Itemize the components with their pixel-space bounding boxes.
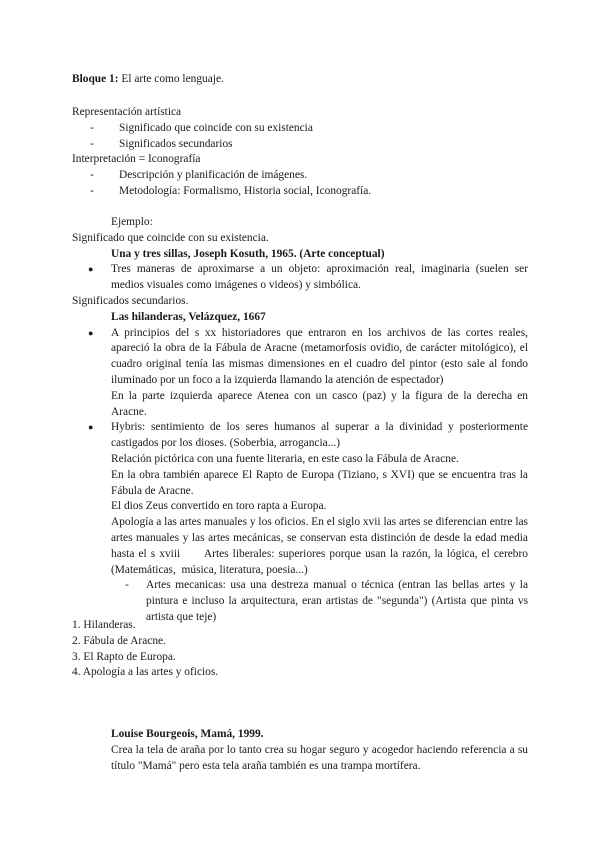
kosuth-title: Una y tres sillas, Joseph Kosuth, 1965. (Arte conceptual) [111, 247, 385, 260]
representation-item: - Significados secundarios [90, 137, 233, 150]
hybris-bullet: ● Hybris: sentimiento de los seres humanos al superar a la divinidad y posteriormente castigados por los dioses. (Soberbia, arrogancia...) [88, 421, 528, 450]
numbered-list [72, 618, 528, 681]
example-label: Ejemplo: [111, 216, 153, 228]
hilanderas-title: Las hilanderas, Velázquez, 1667 [111, 310, 266, 323]
hilanderas-paragraph: Relación pictórica con una fuente literaria, en este caso la Fábula de Aracne. [111, 452, 459, 465]
hilanderas-paragraph: En la obra también aparece El Rapto de Europa (Tiziano, s XVI) que se encuentra tras la Fábula de Aracne. [111, 468, 528, 497]
numbered-item: 1. Hilanderas. [72, 619, 136, 631]
numbered-item: 3. El Rapto de Europa. [72, 650, 176, 663]
hilanderas-paragraph: En la parte izquierda aparece Atenea con un casco (paz) y la figura de la derecha en Aracne. [111, 389, 528, 418]
secondary-meanings: Significados secundarios. [72, 294, 189, 307]
numbered-item: 2. Fábula de Aracne. [72, 634, 166, 647]
bourgeois-title: Louise Bourgeois, Mamá, 1999. [111, 728, 264, 740]
interpretation-heading: Interpretación = Iconografía [72, 153, 201, 166]
hilanderas-paragraph: El dios Zeus convertido en toro rapta a Europa. [111, 500, 327, 513]
meaning-coincide: Significado que coincide con su existencia. [72, 231, 269, 244]
block-title-bold: Bloque 1: [72, 73, 119, 85]
hilanderas-bullet: ● A principios del s xx historiadores que entraron en los archivos de las cortes reales, apareció la obra de la Fábula de Aracne (metamorfosis ovidio, de carácter mitológico), el cuadro original tenía las mismas dimensiones en el cuadro del pintor (esto sale al fondo iluminado por un foco a la izquierda llamando la atención de espectador) [88, 326, 528, 386]
representation-section [72, 105, 528, 200]
bourgeois-section [72, 727, 528, 774]
interpretation-item: - Metodología: Formalismo, Historia social, Iconografía. [90, 184, 372, 197]
block-title [72, 72, 528, 88]
representation-heading: Representación artística [72, 106, 182, 118]
numbered-item: 4. Apología a las artes y oficios. [72, 666, 219, 679]
bourgeois-text: Crea la tela de araña por lo tanto crea su hogar seguro y acogedor haciendo referencia a su título "Mamá" pero esta tela araña también es una trampa mortífera. [111, 743, 528, 772]
hilanderas-paragraph: Apología a las artes manuales y los oficios. En el siglo xvii las artes se diferencian entre las artes manuales y las artes mecánicas, se conservan esta distinción de desde la edad media hasta el s xviii Artes liberales: superiores porque usan la razón, la lógica, el cerebro (Matemáticas, música, literatura, poesia...) [111, 516, 531, 576]
interpretation-item: - Descripción y planificación de imágenes. [90, 169, 308, 182]
mechanical-arts-item: - Artes mecanicas: usa una destreza manual o técnica (entran las bellas artes y la pintura e incluso la arquitectura, eran artistas de "segunda") (Artista que pinta vs artista que teje) [125, 579, 528, 623]
representation-item: - Significado que coincide con su existencia [90, 121, 313, 134]
block-title-rest: El arte como lenguaje. [118, 73, 224, 85]
kosuth-bullet: ● Tres maneras de aproximarse a un objeto: aproximación real, imaginaria (suelen ser medios visuales como imágenes o videos) y simbólica. [88, 263, 528, 292]
example-section [72, 215, 531, 626]
